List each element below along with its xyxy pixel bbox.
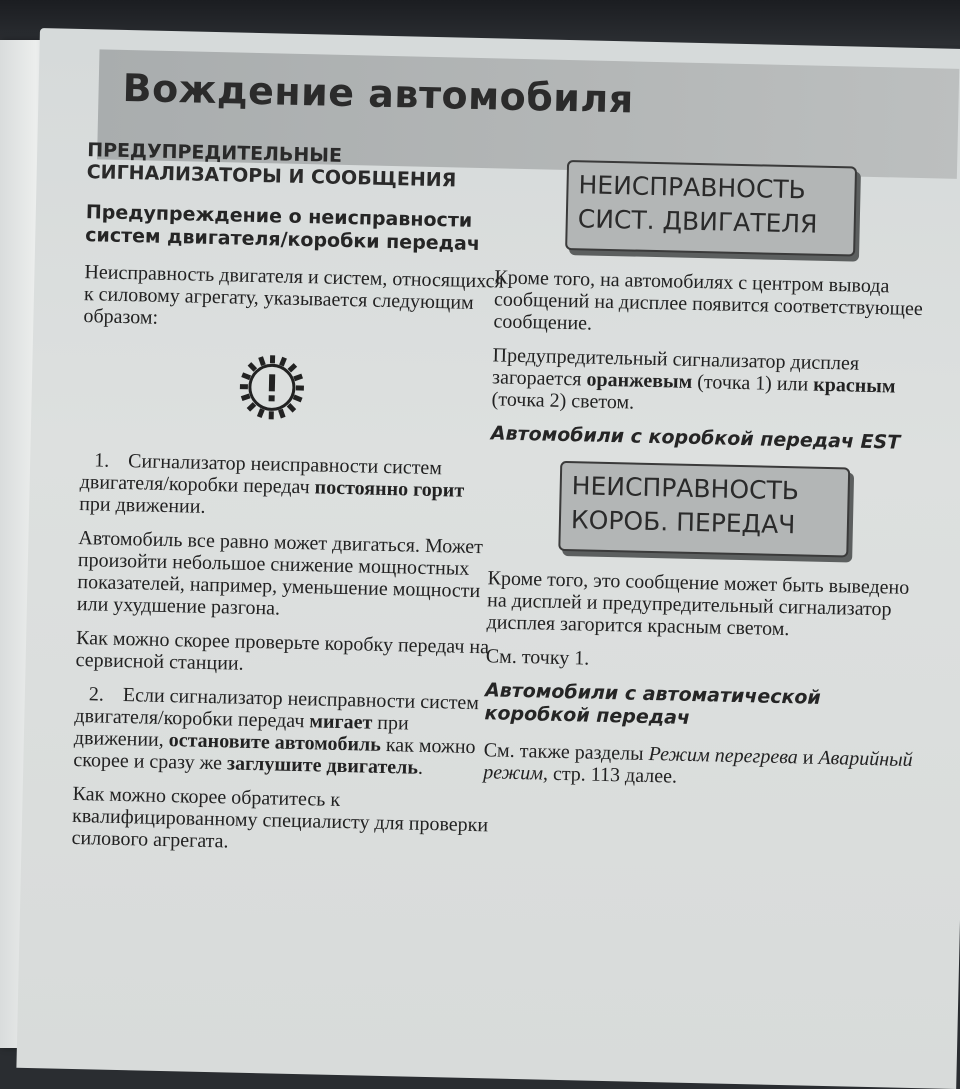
warn-text-a: Предупредительный сигнализатор дисплея загорается xyxy=(492,344,859,390)
item-1-number: 1. xyxy=(80,449,128,472)
left-column xyxy=(71,139,507,870)
subheading-automatic: Автомобили с автоматической коробкой передач xyxy=(484,679,925,735)
warn-text-b: (точка 1) или xyxy=(692,371,813,396)
item-1-text-a: Сигнализатор неисправности систем двигателя/коробки передач xyxy=(79,450,442,498)
paragraph-contact: Как можно скорее обратитесь к квалифицированному специалисту для проверки силового агрегата. xyxy=(71,783,492,859)
item-2-text-b: при движении, xyxy=(74,712,409,751)
item-2-bold-1: мигает xyxy=(309,710,372,733)
display-1-line-2: СИСТ. ДВИГАТЕЛЯ xyxy=(577,202,844,242)
paragraph-movement: Автомобиль все равно может двигаться. Может произойти небольшое снижение мощностных показателей, например, уменьшение мощности или ухудшение разгона. xyxy=(77,527,499,625)
gear-exclamation-icon xyxy=(231,346,313,428)
also-italic-1: Режим перегрева xyxy=(648,743,798,768)
display-2-line-1: НЕИСПРАВНОСТЬ xyxy=(571,469,838,509)
item-2 xyxy=(73,683,495,781)
item-1 xyxy=(79,449,500,525)
right-column xyxy=(483,158,937,805)
section-title-line1: ПРЕДУПРЕДИТЕЛЬНЫЕ xyxy=(87,139,507,171)
also-text-a: См. также разделы xyxy=(483,739,648,765)
paragraph-est: Кроме того, это сообщение может быть выведено на дисплей и предупредительный сигнализатор дисплея загорится красным светом. xyxy=(486,567,927,643)
paragraph-see-point: См. точку 1. xyxy=(486,645,926,677)
warn-red: красным xyxy=(813,374,896,398)
display-message-engine xyxy=(565,160,857,257)
warn-orange: оранжевым xyxy=(586,368,692,392)
also-text-b: и xyxy=(798,746,819,768)
display-1-line-1: НЕИСПРАВНОСТЬ xyxy=(578,168,845,208)
item-2-text-c: как можно скорее и сразу же xyxy=(73,734,476,775)
icon-area xyxy=(80,339,502,459)
also-text-c: , стр. 113 далее. xyxy=(543,763,678,788)
manual-page xyxy=(16,28,960,1089)
display-2-line-2: КОРОБ. ПЕРЕДАЧ xyxy=(571,503,838,543)
paragraph-see-also xyxy=(483,739,924,793)
item-2-bold-3: заглушите двигатель xyxy=(227,752,418,778)
item-2-number: 2. xyxy=(75,683,123,706)
subheading-warning: Предупреждение о неисправности систем двигателя/коробки передач xyxy=(85,201,506,257)
item-1-bold: постоянно горит xyxy=(314,476,464,501)
section-title-line2: СИГНАЛИЗАТОРЫ И СООБЩЕНИЯ xyxy=(86,161,506,193)
section-title xyxy=(86,139,507,193)
paragraph-check: Как можно скорее проверьте коробку передач на сервисной станции. xyxy=(75,627,496,681)
also-italic-2: Аварийный режим xyxy=(483,747,913,785)
display-message-gearbox xyxy=(558,461,850,558)
item-1-text-b: при движении. xyxy=(79,493,206,518)
item-2-text-d: . xyxy=(418,757,423,779)
paragraph-display: Кроме того, на автомобилях с центром вывода сообщений на дисплее появится соответствующее сообщение. xyxy=(493,266,934,342)
item-2-bold-2: остановите автомобиль xyxy=(169,729,382,756)
subheading-est: Автомобили с коробкой передач EST xyxy=(491,422,931,455)
page-title: Вождение автомобиля xyxy=(122,66,634,122)
intro-paragraph: Неисправность двигателя и систем, относящихся к силовому агрегату, указывается следующим образом: xyxy=(83,261,504,337)
paragraph-warning-colors xyxy=(491,344,932,420)
item-2-text-a: Если сигнализатор неисправности систем двигателя/коробки передач xyxy=(74,684,479,732)
warn-text-c: (точка 2) светом. xyxy=(491,388,634,413)
